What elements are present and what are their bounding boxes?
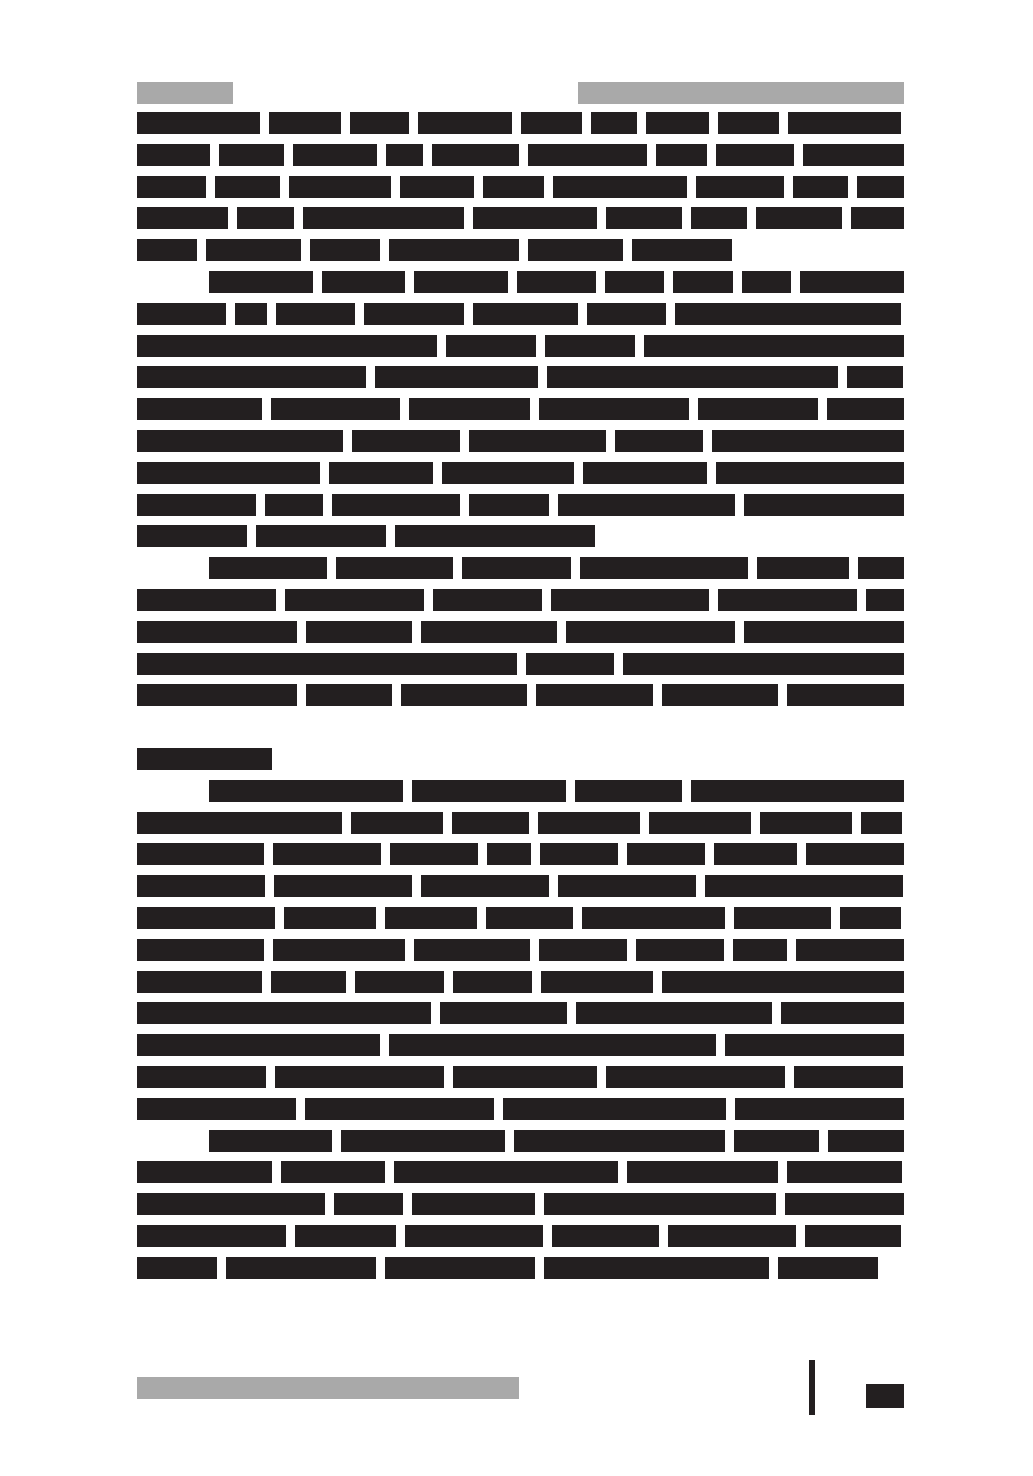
- redacted-word: [544, 1193, 776, 1215]
- redacted-word: [289, 176, 391, 198]
- redacted-word: [137, 430, 343, 452]
- redacted-word: [528, 239, 623, 261]
- text-line: [137, 971, 904, 993]
- redacted-word: [539, 398, 689, 420]
- text-line: [137, 780, 904, 802]
- redacted-word: [209, 557, 327, 579]
- redacted-word: [649, 812, 751, 834]
- redacted-word: [137, 971, 262, 993]
- redacted-word: [623, 653, 904, 675]
- redacted-word: [329, 462, 433, 484]
- redacted-word: [385, 907, 477, 929]
- redacted-word: [137, 875, 265, 897]
- redacted-word: [847, 366, 903, 388]
- redacted-word: [137, 1257, 217, 1279]
- redacted-word: [332, 494, 460, 516]
- redacted-word: [336, 557, 454, 579]
- text-line: [137, 1002, 904, 1024]
- redacted-word: [137, 366, 366, 388]
- redacted-word: [787, 684, 904, 706]
- redacted-word: [552, 1225, 659, 1247]
- redacted-word: [386, 144, 423, 166]
- redacted-word: [583, 462, 707, 484]
- redacted-word: [137, 1002, 431, 1024]
- redacted-word: [540, 843, 618, 865]
- redacted-word: [644, 335, 904, 357]
- redacted-word: [539, 939, 627, 961]
- text-line: [137, 1161, 904, 1183]
- text-line: [137, 1257, 904, 1279]
- redacted-word: [206, 239, 301, 261]
- redacted-word: [364, 303, 464, 325]
- redacted-word: [793, 176, 849, 198]
- redacted-word: [606, 1066, 785, 1088]
- redacted-word: [712, 430, 904, 452]
- text-line: [137, 112, 904, 134]
- redacted-word: [137, 1098, 296, 1120]
- redacted-word: [528, 144, 647, 166]
- redacted-word: [137, 1193, 325, 1215]
- redacted-word: [716, 462, 904, 484]
- redacted-word: [627, 843, 705, 865]
- text-line: [137, 144, 904, 166]
- redacted-word: [137, 907, 275, 929]
- redacted-word: [432, 144, 519, 166]
- redacted-word: [858, 557, 904, 579]
- redacted-word: [412, 780, 567, 802]
- redacted-word: [341, 1130, 506, 1152]
- redacted-word: [558, 494, 735, 516]
- redacted-word: [558, 875, 696, 897]
- text-line: [137, 1225, 904, 1247]
- redacted-word: [137, 462, 320, 484]
- redacted-word: [487, 843, 531, 865]
- text-line: [137, 239, 904, 261]
- redacted-word: [541, 971, 653, 993]
- redacted-word: [675, 303, 901, 325]
- footer-citation: [137, 1377, 519, 1399]
- redacted-word: [668, 1225, 796, 1247]
- redacted-word: [421, 621, 557, 643]
- redacted-word: [137, 843, 264, 865]
- redacted-word: [575, 780, 682, 802]
- redacted-word: [538, 812, 640, 834]
- text-line: [137, 271, 904, 293]
- redacted-word: [284, 907, 376, 929]
- running-head-left: [137, 82, 233, 104]
- redacted-word: [226, 1257, 376, 1279]
- redacted-word: [545, 335, 635, 357]
- redacted-word: [137, 525, 247, 547]
- section-heading: [137, 748, 904, 770]
- redacted-word: [462, 557, 571, 579]
- redacted-word: [656, 144, 707, 166]
- text-line: [137, 1193, 904, 1215]
- redacted-word: [503, 1098, 727, 1120]
- text-line: [137, 1066, 904, 1088]
- text-line: [137, 398, 904, 420]
- redacted-word: [781, 1002, 904, 1024]
- page-number: [866, 1384, 904, 1408]
- redacted-word: [861, 812, 902, 834]
- redacted-word: [486, 907, 573, 929]
- redacted-word: [718, 112, 779, 134]
- redacted-word: [442, 462, 575, 484]
- redacted-word: [293, 144, 377, 166]
- text-line: [137, 1130, 904, 1152]
- redacted-word: [389, 1034, 716, 1056]
- redacted-word: [137, 398, 262, 420]
- redacted-word: [137, 684, 297, 706]
- text-line: [137, 557, 904, 579]
- redacted-word: [271, 971, 346, 993]
- redacted-word: [137, 176, 206, 198]
- redacted-word: [521, 112, 582, 134]
- text-line: [137, 430, 904, 452]
- redacted-word: [137, 812, 342, 834]
- text-line: [137, 621, 904, 643]
- redacted-word: [742, 271, 791, 293]
- redacted-word: [306, 621, 413, 643]
- redacted-word: [137, 239, 197, 261]
- redacted-word: [137, 1161, 272, 1183]
- redacted-word: [733, 939, 787, 961]
- redacted-word: [805, 1225, 901, 1247]
- redacted-word: [137, 144, 210, 166]
- footer-divider: [809, 1360, 815, 1415]
- redacted-word: [778, 1257, 878, 1279]
- redacted-word: [757, 557, 849, 579]
- redacted-word: [788, 112, 901, 134]
- redacted-word: [857, 176, 904, 198]
- redacted-word: [828, 1130, 904, 1152]
- redacted-word: [265, 494, 323, 516]
- redacted-word: [827, 398, 904, 420]
- text-line: [137, 1098, 904, 1120]
- redacted-word: [453, 971, 533, 993]
- redacted-word: [615, 430, 703, 452]
- redacted-word: [582, 907, 725, 929]
- redacted-word: [137, 1225, 286, 1247]
- redacted-word: [137, 589, 276, 611]
- redacted-word: [714, 843, 797, 865]
- redacted-word: [483, 176, 543, 198]
- redacted-word: [281, 1161, 385, 1183]
- redacted-word: [389, 239, 519, 261]
- text-line: [137, 494, 904, 516]
- redacted-word: [632, 239, 732, 261]
- text-line: [137, 176, 904, 198]
- redacted-word: [295, 1225, 396, 1247]
- redacted-word: [744, 621, 904, 643]
- redacted-word: [605, 271, 664, 293]
- redacted-word: [405, 1225, 543, 1247]
- redacted-word: [137, 303, 226, 325]
- redacted-word: [691, 780, 904, 802]
- redacted-word: [269, 112, 341, 134]
- redacted-word: [473, 207, 597, 229]
- redacted-word: [137, 939, 264, 961]
- text-line: [137, 907, 904, 929]
- redacted-word: [785, 1193, 904, 1215]
- redacted-word: [137, 653, 517, 675]
- section-gap: [137, 716, 904, 738]
- redacted-word: [627, 1161, 778, 1183]
- text-line: [137, 843, 904, 865]
- redacted-word: [553, 176, 687, 198]
- redacted-word: [385, 1257, 535, 1279]
- redacted-word: [446, 335, 536, 357]
- redacted-word: [276, 303, 355, 325]
- redacted-word: [636, 939, 724, 961]
- redacted-word: [716, 144, 794, 166]
- redacted-word: [673, 271, 734, 293]
- redacted-word: [452, 812, 529, 834]
- redacted-word: [395, 525, 595, 547]
- redacted-word: [209, 780, 403, 802]
- redacted-word: [137, 1066, 266, 1088]
- redacted-word: [137, 1034, 380, 1056]
- redacted-word: [351, 812, 443, 834]
- redacted-word: [137, 494, 256, 516]
- redacted-word: [851, 207, 904, 229]
- running-head-right: [578, 82, 904, 104]
- redacted-word: [394, 1161, 618, 1183]
- redacted-word: [237, 207, 294, 229]
- text-line: [137, 462, 904, 484]
- redacted-word: [355, 971, 444, 993]
- redacted-word: [794, 1066, 903, 1088]
- redacted-word: [334, 1193, 403, 1215]
- redacted-word: [375, 366, 538, 388]
- redacted-word: [580, 557, 748, 579]
- text-line: [137, 207, 904, 229]
- redacted-word: [662, 684, 779, 706]
- redacted-word: [273, 939, 405, 961]
- body-text: [137, 112, 904, 1288]
- redacted-word: [418, 112, 512, 134]
- redacted-word: [734, 907, 831, 929]
- redacted-word: [310, 239, 380, 261]
- redacted-word: [547, 366, 838, 388]
- text-line: [137, 366, 904, 388]
- redacted-word: [646, 112, 709, 134]
- redacted-word: [219, 144, 283, 166]
- redacted-word: [591, 112, 637, 134]
- redacted-word: [536, 684, 653, 706]
- redacted-word: [305, 1098, 494, 1120]
- redacted-word: [274, 875, 412, 897]
- redacted-word: [576, 1002, 772, 1024]
- redacted-word: [421, 875, 549, 897]
- redacted-word: [235, 303, 267, 325]
- redacted-word: [526, 653, 615, 675]
- redacted-word: [705, 875, 903, 897]
- redacted-word: [412, 1193, 536, 1215]
- redacted-word: [306, 684, 393, 706]
- redacted-word: [215, 176, 279, 198]
- redacted-word: [718, 589, 857, 611]
- redacted-word: [551, 589, 709, 611]
- redacted-word: [796, 939, 904, 961]
- redacted-word: [469, 430, 606, 452]
- redacted-word: [587, 303, 666, 325]
- redacted-word: [390, 843, 478, 865]
- redacted-word: [256, 525, 386, 547]
- redacted-word: [137, 748, 272, 770]
- redacted-word: [409, 398, 530, 420]
- text-line: [137, 939, 904, 961]
- redacted-word: [696, 176, 784, 198]
- redacted-word: [800, 271, 904, 293]
- redacted-word: [840, 907, 901, 929]
- text-line: [137, 525, 904, 547]
- redacted-word: [322, 271, 406, 293]
- redacted-word: [400, 176, 474, 198]
- redacted-word: [350, 112, 409, 134]
- redacted-word: [662, 971, 904, 993]
- redacted-word: [414, 939, 531, 961]
- redacted-word: [734, 1130, 819, 1152]
- redacted-word: [806, 843, 904, 865]
- redacted-word: [725, 1034, 904, 1056]
- redacted-word: [803, 144, 904, 166]
- redacted-word: [473, 303, 578, 325]
- redacted-word: [744, 494, 904, 516]
- text-line: [137, 812, 904, 834]
- text-line: [137, 589, 904, 611]
- text-line: [137, 653, 904, 675]
- redacted-word: [866, 589, 904, 611]
- redacted-word: [514, 1130, 725, 1152]
- redacted-word: [271, 398, 401, 420]
- redacted-word: [401, 684, 527, 706]
- text-line: [137, 1034, 904, 1056]
- redacted-word: [414, 271, 508, 293]
- redacted-word: [275, 1066, 444, 1088]
- redacted-word: [209, 271, 313, 293]
- redacted-word: [285, 589, 424, 611]
- text-line: [137, 335, 904, 357]
- redacted-word: [433, 589, 543, 611]
- redacted-word: [453, 1066, 597, 1088]
- redacted-word: [517, 271, 596, 293]
- text-line: [137, 875, 904, 897]
- redacted-word: [137, 207, 228, 229]
- redacted-word: [606, 207, 682, 229]
- redacted-word: [756, 207, 842, 229]
- redacted-word: [352, 430, 460, 452]
- text-line: [137, 684, 904, 706]
- redacted-word: [273, 843, 381, 865]
- redacted-word: [698, 398, 819, 420]
- redacted-word: [440, 1002, 568, 1024]
- redacted-word: [303, 207, 465, 229]
- redacted-word: [544, 1257, 769, 1279]
- redacted-word: [566, 621, 736, 643]
- redacted-word: [137, 112, 260, 134]
- redacted-word: [469, 494, 549, 516]
- redacted-word: [137, 335, 437, 357]
- redacted-word: [760, 812, 852, 834]
- redacted-word: [735, 1098, 904, 1120]
- text-line: [137, 303, 904, 325]
- redacted-word: [691, 207, 748, 229]
- redacted-word: [209, 1130, 332, 1152]
- redacted-word: [787, 1161, 902, 1183]
- redacted-word: [137, 621, 297, 643]
